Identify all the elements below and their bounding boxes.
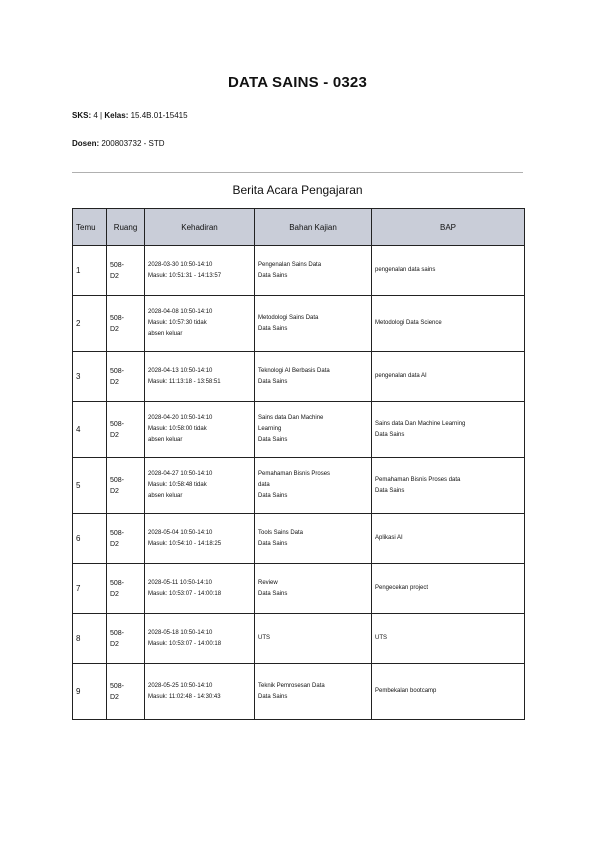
cell-line: pengenalan data AI — [375, 373, 427, 379]
cell-line: Tools Sains Data — [258, 529, 304, 536]
table-row — [73, 352, 525, 402]
table-row — [73, 514, 525, 564]
cell-line: pengenalan data sains — [375, 267, 436, 273]
cell-ruang — [107, 296, 145, 352]
dosen-label: Dosen: — [72, 139, 100, 148]
sks-label: SKS: — [72, 111, 92, 120]
cell-bap — [372, 614, 525, 664]
cell-line: D2 — [110, 590, 119, 598]
cell-line: UTS — [375, 635, 387, 641]
course-meta-line — [72, 111, 188, 120]
cell-ruang — [107, 564, 145, 614]
cell-bahan-kajian — [255, 514, 372, 564]
sks-value: 4 — [93, 111, 98, 120]
cell-line: Metodologi Data Science — [375, 320, 442, 326]
cell-line: Teknologi AI Berbasis Data — [258, 367, 330, 374]
cell-ruang — [107, 402, 145, 458]
header-temu: Temu — [73, 209, 107, 246]
table-row — [73, 246, 525, 296]
cell-line: Aplikasi AI — [375, 535, 403, 541]
cell-line: Sains data Dan Machine — [258, 415, 324, 421]
cell-temu: 4 — [73, 402, 107, 458]
cell-line: 2028-05-04 10:50-14:10 — [148, 529, 213, 536]
cell-line: 2028-05-25 10:50-14:10 — [148, 682, 213, 689]
cell-line: D2 — [110, 693, 119, 701]
cell-line: D2 — [110, 431, 119, 439]
cell-kehadiran — [145, 402, 255, 458]
kelas-label: Kelas: — [104, 111, 129, 120]
header-bahan-kajian: Bahan Kajian — [255, 209, 372, 246]
cell-bap — [372, 458, 525, 514]
cell-line: 2028-04-08 10:50-14:10 — [148, 309, 213, 315]
cell-line: 508- — [110, 476, 125, 484]
cell-line: Teknik Pemrosesan Data — [258, 682, 325, 689]
cell-bap — [372, 402, 525, 458]
table-header-row — [73, 209, 525, 246]
cell-line: Masuk: 10:51:31 - 14:13:57 — [148, 272, 222, 279]
cell-line: Masuk: 10:53:07 - 14:00:18 — [148, 640, 222, 647]
cell-line: Learning — [258, 426, 282, 432]
cell-ruang — [107, 614, 145, 664]
cell-bap — [372, 564, 525, 614]
cell-line: D2 — [110, 378, 119, 386]
cell-line: Masuk: 11:02:48 - 14:30:43 — [148, 693, 221, 700]
cell-line: 2028-05-11 10:50-14:10 — [148, 579, 212, 586]
cell-temu: 1 — [73, 246, 107, 296]
cell-line: Data Sains — [258, 325, 288, 332]
table-row — [73, 402, 525, 458]
cell-kehadiran — [145, 296, 255, 352]
dosen-value: 200803732 - STD — [101, 139, 165, 148]
cell-kehadiran — [145, 664, 255, 720]
cell-line: 508- — [110, 682, 125, 690]
cell-line: Pengecekan project — [375, 585, 429, 591]
cell-line: absen keluar — [148, 437, 183, 443]
cell-bap — [372, 352, 525, 402]
cell-line: UTS — [258, 635, 270, 641]
cell-line: Masuk: 10:57:30 tidak — [148, 320, 207, 326]
cell-line: absen keluar — [148, 493, 183, 499]
cell-line: D2 — [110, 540, 119, 548]
cell-temu: 3 — [73, 352, 107, 402]
cell-line: D2 — [110, 640, 119, 648]
cell-line: Masuk: 10:58:48 tidak — [148, 482, 207, 488]
cell-kehadiran — [145, 352, 255, 402]
cell-bahan-kajian — [255, 402, 372, 458]
cell-line: data — [258, 482, 270, 488]
cell-bahan-kajian — [255, 458, 372, 514]
meta-separator: | — [100, 111, 103, 120]
cell-line: Pengenalan Sains Data — [258, 261, 322, 268]
cell-bap — [372, 664, 525, 720]
cell-line: Pemahaman Bisnis Proses — [258, 471, 331, 477]
cell-line: Metodologi Sains Data — [258, 314, 319, 321]
cell-line: 2028-04-13 10:50-14:10 — [148, 367, 213, 374]
table-body — [73, 246, 525, 720]
cell-kehadiran — [145, 614, 255, 664]
cell-line: 2028-05-18 10:50-14:10 — [148, 629, 213, 636]
cell-ruang — [107, 458, 145, 514]
section-divider — [72, 172, 523, 173]
cell-line: Masuk: 10:54:10 - 14:18:25 — [148, 540, 222, 547]
section-title: Berita Acara Pengajaran — [232, 183, 363, 197]
cell-kehadiran — [145, 514, 255, 564]
cell-line: D2 — [110, 325, 119, 333]
cell-ruang — [107, 352, 145, 402]
cell-bahan-kajian — [255, 246, 372, 296]
cell-ruang — [107, 246, 145, 296]
cell-line: Data Sains — [258, 437, 288, 443]
cell-line: 2028-04-20 10:50-14:10 — [148, 415, 213, 421]
cell-line: Data Sains — [375, 431, 405, 438]
cell-bap — [372, 514, 525, 564]
cell-line: Review — [258, 579, 278, 586]
cell-line: D2 — [110, 272, 119, 280]
table-row — [73, 564, 525, 614]
cell-line: Pembekalan bootcamp — [375, 688, 437, 694]
cell-line: Pemahaman Bisnis Proses data — [375, 476, 461, 483]
table-row — [73, 664, 525, 720]
cell-kehadiran — [145, 564, 255, 614]
cell-line: 508- — [110, 629, 125, 637]
lecturer-meta-line — [72, 139, 165, 148]
kelas-value: 15.4B.01-15415 — [130, 111, 188, 120]
cell-line: 508- — [110, 261, 125, 269]
cell-temu: 6 — [73, 514, 107, 564]
cell-line: Data Sains — [375, 487, 405, 494]
cell-kehadiran — [145, 458, 255, 514]
cell-line: Masuk: 10:58:00 tidak — [148, 426, 207, 432]
cell-temu: 7 — [73, 564, 107, 614]
cell-line: 508- — [110, 579, 125, 587]
header-bap: BAP — [372, 209, 525, 246]
cell-line: Data Sains — [258, 540, 288, 547]
cell-line: 508- — [110, 420, 125, 428]
cell-line: Data Sains — [258, 693, 288, 700]
cell-temu: 8 — [73, 614, 107, 664]
teaching-report-table — [72, 208, 525, 720]
cell-line: Data Sains — [258, 272, 288, 279]
header-kehadiran: Kehadiran — [145, 209, 255, 246]
cell-bahan-kajian — [255, 352, 372, 402]
cell-line: 2028-03-30 10:50-14:10 — [148, 261, 213, 268]
cell-temu: 2 — [73, 296, 107, 352]
cell-line: 508- — [110, 314, 125, 322]
cell-line: D2 — [110, 487, 119, 495]
cell-line: absen keluar — [148, 331, 183, 337]
cell-line: Data Sains — [258, 493, 288, 499]
header-ruang: Ruang — [107, 209, 145, 246]
page-title: DATA SAINS - 0323 — [228, 74, 367, 91]
cell-temu: 5 — [73, 458, 107, 514]
cell-line: Data Sains — [258, 378, 288, 385]
cell-kehadiran — [145, 246, 255, 296]
table-row — [73, 614, 525, 664]
cell-bap — [372, 296, 525, 352]
cell-ruang — [107, 664, 145, 720]
table-row — [73, 458, 525, 514]
cell-line: 508- — [110, 529, 125, 537]
cell-bahan-kajian — [255, 614, 372, 664]
cell-line: 2028-04-27 10:50-14:10 — [148, 471, 213, 477]
cell-temu: 9 — [73, 664, 107, 720]
cell-ruang — [107, 514, 145, 564]
cell-line: 508- — [110, 367, 125, 375]
table-row — [73, 296, 525, 352]
cell-line: Masuk: 11:13:18 - 13:58:51 — [148, 378, 221, 385]
cell-bap — [372, 246, 525, 296]
cell-bahan-kajian — [255, 296, 372, 352]
cell-bahan-kajian — [255, 564, 372, 614]
cell-line: Sains data Dan Machine Learning — [375, 420, 466, 427]
cell-line: Data Sains — [258, 590, 288, 597]
cell-bahan-kajian — [255, 664, 372, 720]
cell-line: Masuk: 10:53:07 - 14:00:18 — [148, 590, 222, 597]
